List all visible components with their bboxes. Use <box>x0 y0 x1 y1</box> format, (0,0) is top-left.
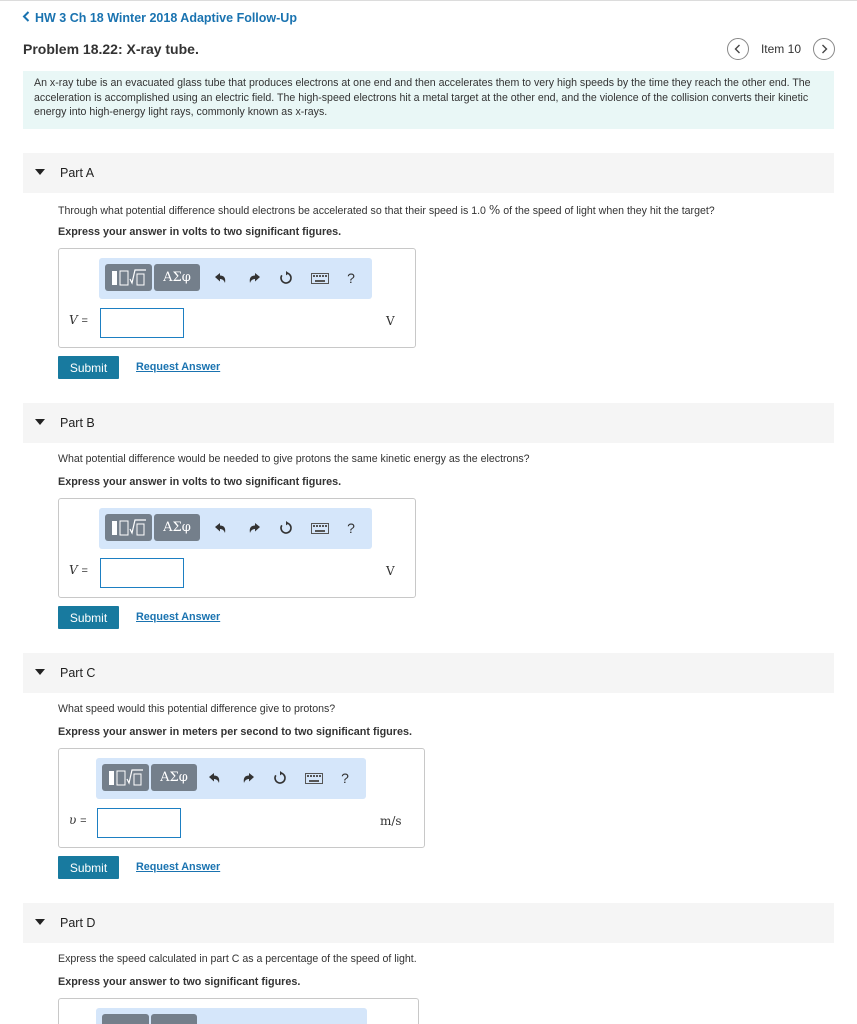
collapse-triangle-icon <box>35 919 45 925</box>
answer-box <box>58 748 425 848</box>
equals-sign: = <box>80 815 87 827</box>
part-title: Part B <box>60 416 95 430</box>
variable-label <box>69 563 88 577</box>
redo-icon[interactable] <box>245 519 263 537</box>
part-title: Part A <box>60 166 95 180</box>
request-answer-link[interactable]: Request Answer <box>136 361 221 373</box>
keyboard-icon[interactable] <box>304 769 324 787</box>
math-toolbar <box>99 258 372 299</box>
part-instruction: Express your answer in meters per second to two significant figures. <box>58 726 412 738</box>
submit-button[interactable]: Submit <box>58 606 119 629</box>
part-a-header[interactable] <box>23 153 834 193</box>
request-answer-link[interactable]: Request Answer <box>136 611 221 623</box>
variable-symbol: V <box>69 313 78 327</box>
next-item-button[interactable] <box>813 38 835 60</box>
part-b <box>23 403 834 625</box>
chevron-right-icon <box>821 44 828 54</box>
part-d-header[interactable] <box>23 903 834 943</box>
answer-input[interactable] <box>97 808 181 838</box>
templates-icon <box>107 768 145 788</box>
answer-box <box>58 498 416 598</box>
problem-intro: An x-ray tube is an evacuated glass tube that produces electrons at one end and then accelerates them to very high speeds by the time they reach the other end. The acceleration is accomplished using an electric field. The high-speed electrons hit a metal target at the other end, and the violence of the collision converts their kinetic energy into high-energy light rays, commonly known as x-rays. <box>23 71 834 129</box>
help-button[interactable]: ? <box>347 520 355 536</box>
part-instruction: Express your answer in volts to two significant figures. <box>58 226 342 238</box>
part-c <box>23 653 834 875</box>
answer-box <box>58 998 419 1024</box>
question-text: of the speed of light when they hit the target? <box>503 205 715 217</box>
collapse-triangle-icon <box>35 169 45 175</box>
templates-icon <box>110 518 148 538</box>
equals-sign: = <box>81 315 88 327</box>
greek-symbols-button[interactable] <box>151 1014 197 1024</box>
help-button[interactable]: ? <box>347 270 355 286</box>
part-c-header[interactable] <box>23 653 834 693</box>
answer-box <box>58 248 416 348</box>
part-title: Part D <box>60 916 96 930</box>
unit-label: V <box>386 564 395 578</box>
problem-title: Problem 18.22: X-ray tube. <box>23 41 199 57</box>
templates-button[interactable] <box>102 1014 149 1024</box>
unit-label: V <box>386 314 395 328</box>
part-question: Express the speed calculated in part C as a percentage of the speed of light. <box>58 953 417 965</box>
collapse-triangle-icon <box>35 669 45 675</box>
request-answer-link[interactable]: Request Answer <box>136 861 221 873</box>
templates-button[interactable] <box>105 514 152 541</box>
equals-sign: = <box>81 565 88 577</box>
part-question <box>58 203 715 217</box>
part-title: Part C <box>60 666 96 680</box>
top-divider <box>0 0 857 1</box>
unit-label: m/s <box>380 814 402 828</box>
part-d <box>23 903 834 988</box>
greek-symbols-button[interactable]: ΑΣφ <box>154 514 200 541</box>
question-text: Through what potential difference should electrons be accelerated so that their speed is 1.0 <box>58 205 486 217</box>
undo-icon[interactable] <box>206 769 224 787</box>
chevron-left-icon <box>734 44 741 54</box>
reset-icon[interactable] <box>271 769 289 787</box>
math-toolbar <box>96 1008 367 1024</box>
redo-icon[interactable] <box>239 769 257 787</box>
variable-label <box>69 313 88 327</box>
templates-button[interactable] <box>102 764 149 791</box>
keyboard-icon[interactable] <box>310 269 330 287</box>
part-b-header[interactable] <box>23 403 834 443</box>
part-instruction: Express your answer to two significant figures. <box>58 976 301 988</box>
answer-input[interactable] <box>100 308 184 338</box>
variable-label <box>69 813 87 827</box>
variable-symbol: υ <box>69 813 77 827</box>
variable-symbol: V <box>69 563 78 577</box>
part-question: What potential difference would be needed to give protons the same kinetic energy as the electrons? <box>58 453 530 465</box>
item-navigation <box>727 38 835 60</box>
back-to-assignment-link[interactable] <box>22 10 297 25</box>
greek-symbols-button[interactable]: ΑΣφ <box>151 764 197 791</box>
reset-icon[interactable] <box>277 269 295 287</box>
keyboard-icon[interactable] <box>310 519 330 537</box>
back-link-label: HW 3 Ch 18 Winter 2018 Adaptive Follow-Up <box>35 10 297 25</box>
item-label: Item 10 <box>760 42 801 56</box>
percent-symbol: % <box>488 203 501 217</box>
templates-icon <box>110 268 148 288</box>
submit-button[interactable]: Submit <box>58 356 119 379</box>
templates-button[interactable] <box>105 264 152 291</box>
greek-symbols-button[interactable]: ΑΣφ <box>154 264 200 291</box>
math-toolbar <box>96 758 366 799</box>
part-instruction: Express your answer in volts to two significant figures. <box>58 476 342 488</box>
undo-icon[interactable] <box>212 519 230 537</box>
help-button[interactable]: ? <box>341 770 349 786</box>
chevron-left-icon <box>22 10 30 25</box>
part-a <box>23 153 834 375</box>
collapse-triangle-icon <box>35 419 45 425</box>
undo-icon[interactable] <box>212 269 230 287</box>
math-toolbar <box>99 508 372 549</box>
part-question: What speed would this potential difference give to protons? <box>58 703 336 715</box>
submit-button[interactable]: Submit <box>58 856 119 879</box>
previous-item-button[interactable] <box>727 38 749 60</box>
reset-icon[interactable] <box>277 519 295 537</box>
redo-icon[interactable] <box>245 269 263 287</box>
answer-input[interactable] <box>100 558 184 588</box>
